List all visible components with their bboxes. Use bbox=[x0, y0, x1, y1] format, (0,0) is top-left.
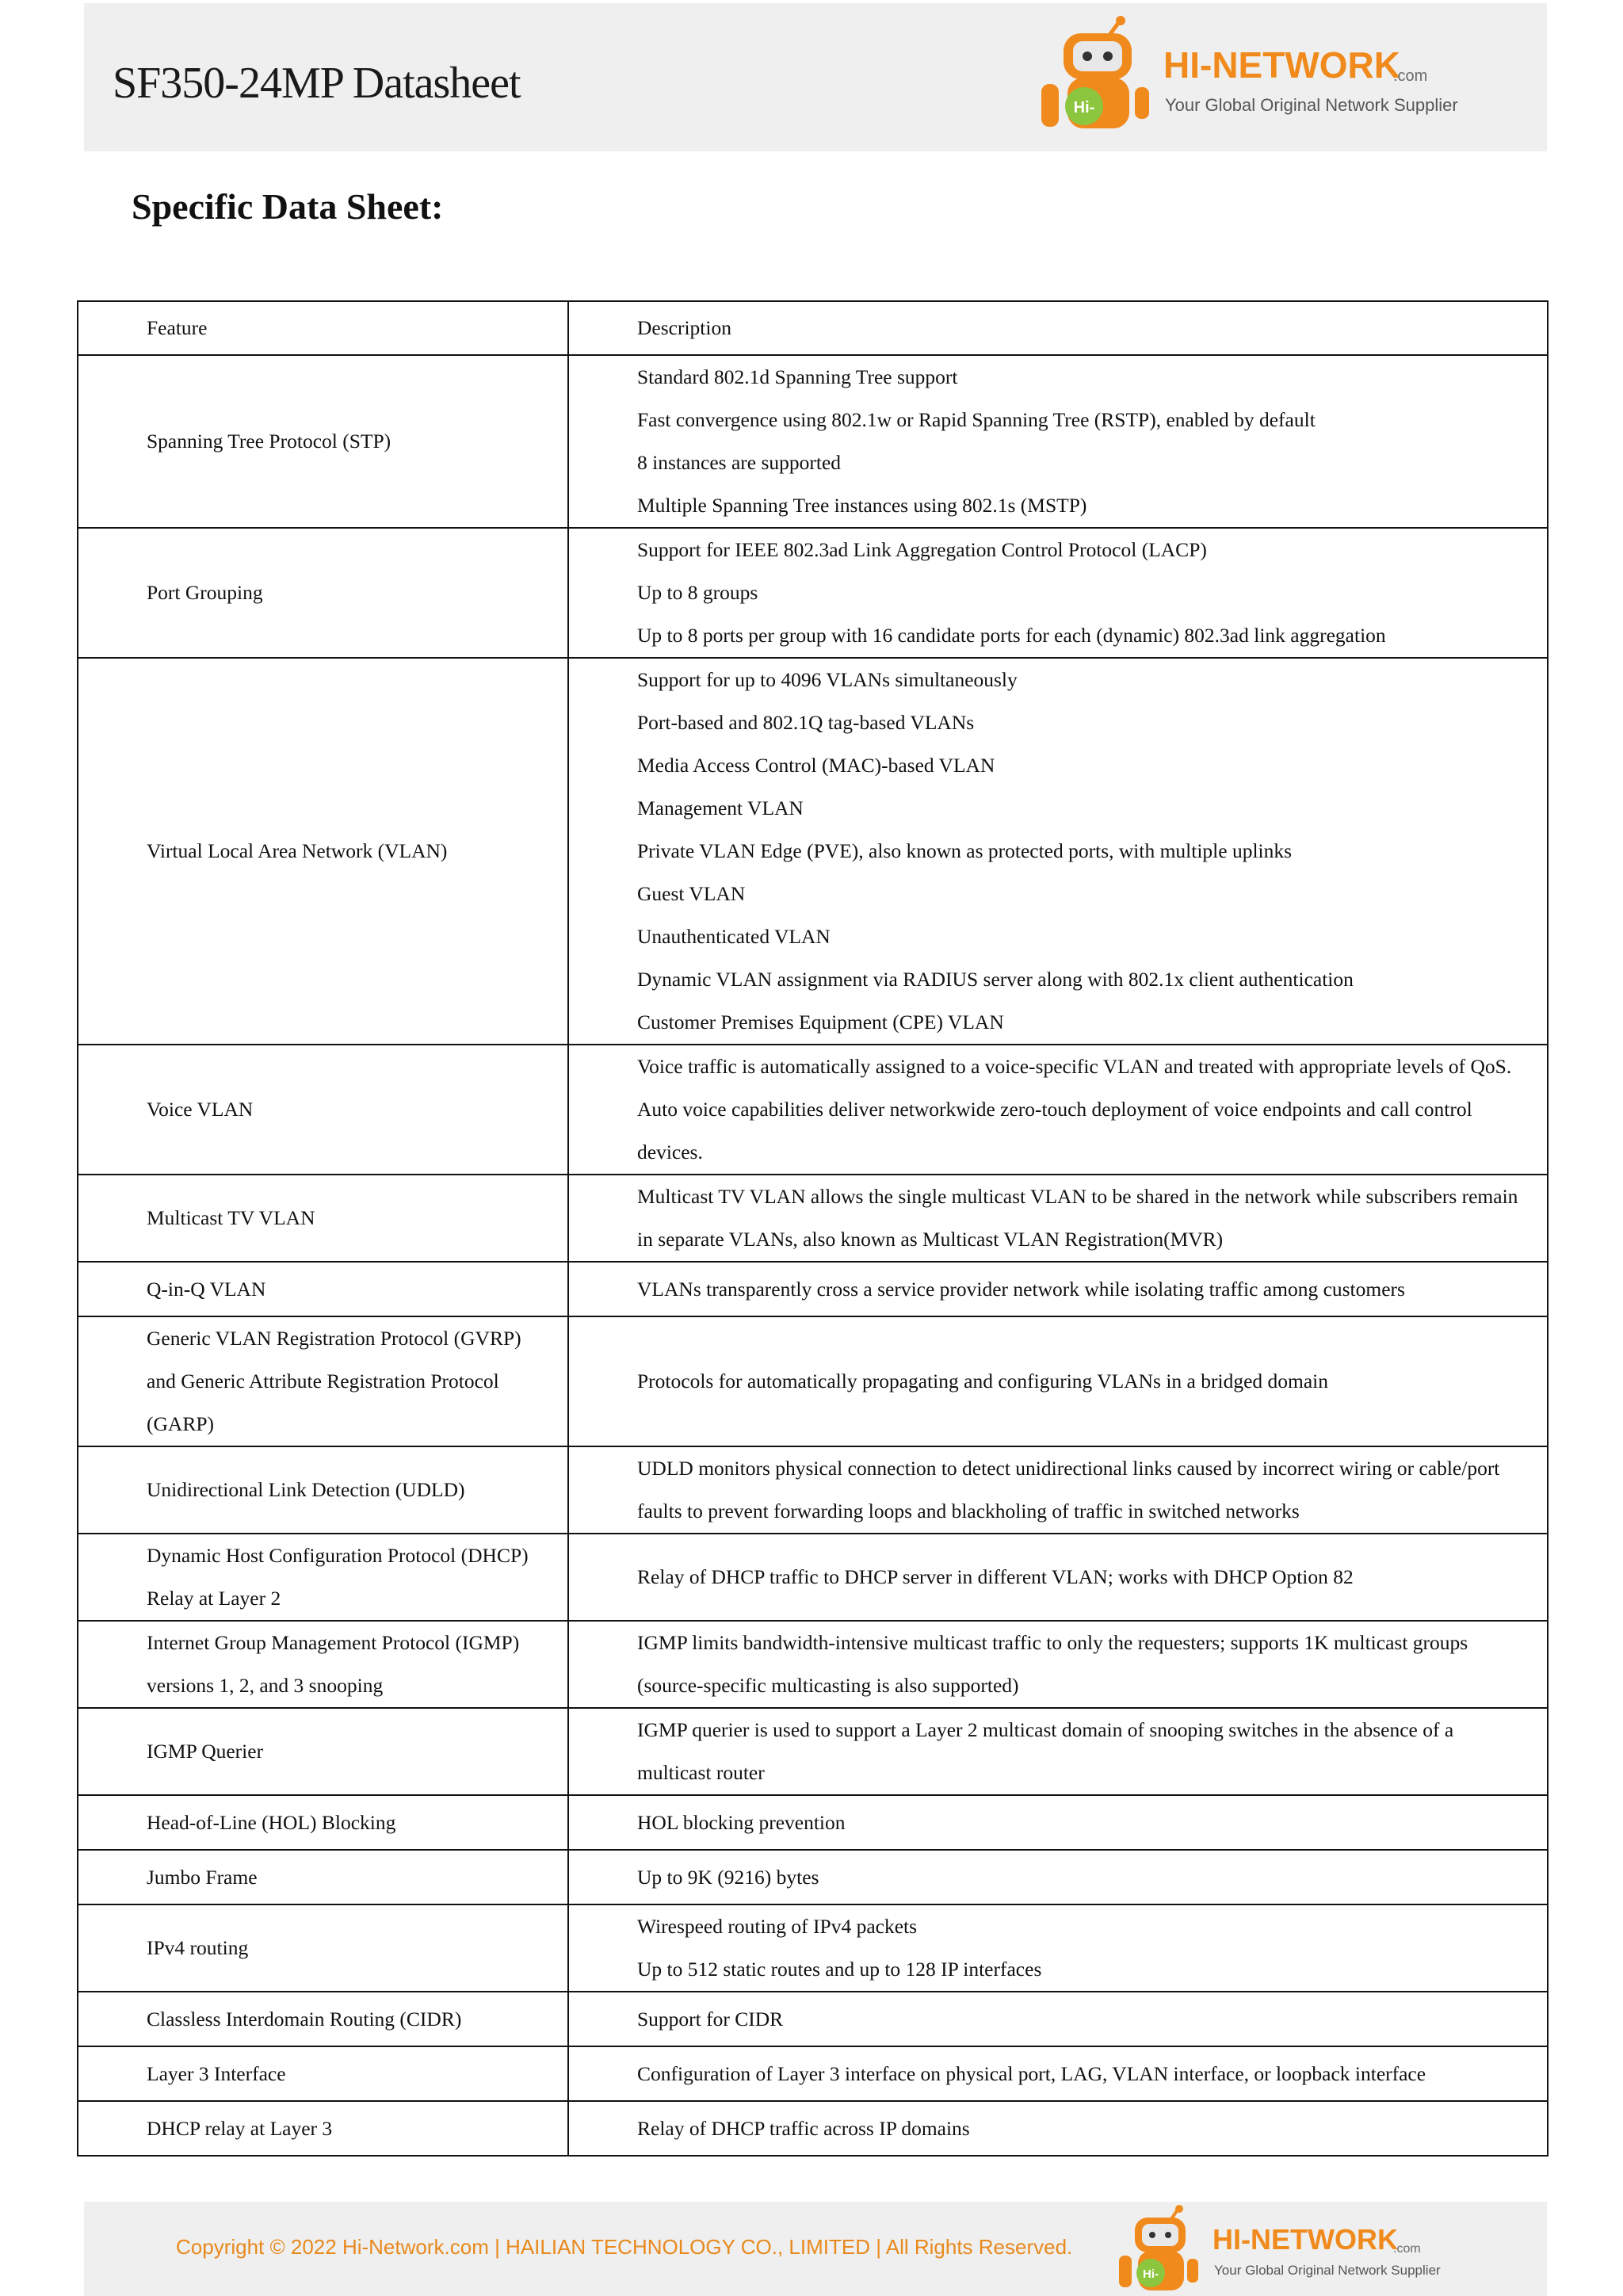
table-row bbox=[78, 1534, 1548, 1621]
description-line: Up to 512 static routes and up to 128 IP interfaces bbox=[637, 1958, 1042, 1981]
description-line: Unauthenticated VLAN bbox=[637, 925, 831, 948]
description-line: Media Access Control (MAC)-based VLAN bbox=[637, 754, 995, 777]
table-row bbox=[78, 1992, 1548, 2046]
table-header-row bbox=[78, 301, 1548, 355]
table-row bbox=[78, 1795, 1548, 1850]
footer-logo-brand: HI-NETWORK bbox=[1212, 2223, 1398, 2256]
feature-text: IPv4 routing bbox=[147, 1936, 249, 1959]
logo-suffix: .com bbox=[1393, 67, 1428, 85]
feature-cell bbox=[78, 528, 568, 658]
description-cell bbox=[568, 1045, 1548, 1175]
description-line: Auto voice capabilities deliver networkwide zero-touch deployment of voice endpoints and call control bbox=[637, 1098, 1472, 1121]
footer-logo-suffix: .com bbox=[1393, 2242, 1421, 2256]
feature-text: versions 1, 2, and 3 snooping bbox=[147, 1674, 384, 1697]
logo-brand: HI-NETWORK bbox=[1163, 44, 1400, 86]
feature-cell bbox=[78, 1850, 568, 1904]
feature-cell bbox=[78, 1175, 568, 1262]
description-line: IGMP querier is used to support a Layer 2 multicast domain of snooping switches in the absence of a bbox=[637, 1718, 1454, 1741]
description-line: (source-specific multicasting is also supported) bbox=[637, 1674, 1019, 1697]
feature-text: Layer 3 Interface bbox=[147, 2061, 286, 2085]
section-heading: Specific Data Sheet: bbox=[132, 186, 444, 227]
table-row bbox=[78, 2101, 1548, 2156]
description-line: Support for CIDR bbox=[637, 2007, 784, 2030]
feature-cell bbox=[78, 1045, 568, 1175]
feature-cell bbox=[78, 1904, 568, 1992]
document-title: SF350-24MP Datasheet bbox=[113, 59, 521, 108]
feature-text: Multicast TV VLAN bbox=[147, 1206, 315, 1229]
feature-text: Q-in-Q VLAN bbox=[147, 1277, 266, 1301]
description-line: Management VLAN bbox=[637, 797, 804, 819]
page-header bbox=[84, 3, 1547, 151]
description-cell bbox=[568, 2046, 1548, 2101]
feature-cell bbox=[78, 1446, 568, 1534]
table-row bbox=[78, 1262, 1548, 1316]
description-cell bbox=[568, 2101, 1548, 2156]
feature-text: Virtual Local Area Network (VLAN) bbox=[147, 839, 448, 862]
feature-text: Voice VLAN bbox=[147, 1098, 254, 1121]
description-line: devices. bbox=[637, 1140, 703, 1163]
feature-text: Relay at Layer 2 bbox=[147, 1587, 281, 1610]
description-line: Support for up to 4096 VLANs simultaneously bbox=[637, 668, 1018, 691]
description-cell bbox=[568, 1446, 1548, 1534]
feature-text: Spanning Tree Protocol (STP) bbox=[147, 430, 391, 453]
description-line: Protocols for automatically propagating and configuring VLANs in a bridged domain bbox=[637, 1370, 1329, 1392]
page-footer bbox=[84, 2202, 1547, 2296]
description-line: UDLD monitors physical connection to detect unidirectional links caused by incorrect wiring or cable/port bbox=[637, 1457, 1500, 1480]
hi-network-logo bbox=[1024, 11, 1579, 138]
table-row bbox=[78, 1045, 1548, 1175]
description-line: Port-based and 802.1Q tag-based VLANs bbox=[637, 711, 975, 734]
description-line: multicast router bbox=[637, 1761, 765, 1784]
description-line: Wirespeed routing of IPv4 packets bbox=[637, 1915, 918, 1938]
description-cell bbox=[568, 1316, 1548, 1446]
robot-mascot-icon bbox=[1119, 2205, 1198, 2290]
description-cell bbox=[568, 528, 1548, 658]
column-header-description: Description bbox=[568, 301, 1548, 355]
description-cell bbox=[568, 355, 1548, 528]
feature-cell bbox=[78, 1534, 568, 1621]
feature-cell bbox=[78, 1992, 568, 2046]
table-row bbox=[78, 1621, 1548, 1708]
description-line: Customer Premises Equipment (CPE) VLAN bbox=[637, 1010, 1004, 1033]
feature-text: Classless Interdomain Routing (CIDR) bbox=[147, 2007, 462, 2030]
feature-text: DHCP relay at Layer 3 bbox=[147, 2116, 333, 2140]
description-line: Support for IEEE 802.3ad Link Aggregation Control Protocol (LACP) bbox=[637, 538, 1207, 561]
table-row bbox=[78, 355, 1548, 528]
description-line: Relay of DHCP traffic across IP domains bbox=[637, 2116, 970, 2140]
logo-tagline: Your Global Original Network Supplier bbox=[1165, 95, 1458, 115]
table-row bbox=[78, 1708, 1548, 1795]
svg-text:Hi-: Hi- bbox=[1073, 99, 1095, 117]
feature-text: (GARP) bbox=[147, 1412, 215, 1435]
table-row bbox=[78, 2046, 1548, 2101]
description-line: Multicast TV VLAN allows the single multicast VLAN to be shared in the network while subscribers remain bbox=[637, 1185, 1518, 1208]
description-cell bbox=[568, 1621, 1548, 1708]
description-cell bbox=[568, 658, 1548, 1045]
description-line: Guest VLAN bbox=[637, 882, 746, 905]
description-line: Up to 8 ports per group with 16 candidate ports for each (dynamic) 802.3ad link aggregation bbox=[637, 624, 1386, 647]
description-line: IGMP limits bandwidth-intensive multicast traffic to only the requesters; supports 1K multicast groups bbox=[637, 1631, 1468, 1654]
feature-cell bbox=[78, 658, 568, 1045]
robot-mascot-icon bbox=[1041, 16, 1149, 128]
feature-cell bbox=[78, 2046, 568, 2101]
description-cell bbox=[568, 1175, 1548, 1262]
description-line: faults to prevent forwarding loops and blackholing of traffic in switched networks bbox=[637, 1499, 1300, 1522]
table-row bbox=[78, 658, 1548, 1045]
description-line: Standard 802.1d Spanning Tree support bbox=[637, 365, 958, 388]
description-line: Configuration of Layer 3 interface on physical port, LAG, VLAN interface, or loopback interface bbox=[637, 2061, 1426, 2085]
feature-text: Jumbo Frame bbox=[147, 1865, 258, 1889]
description-line: Fast convergence using 802.1w or Rapid Spanning Tree (RSTP), enabled by default bbox=[637, 408, 1316, 431]
table-row bbox=[78, 1316, 1548, 1446]
description-line: 8 instances are supported bbox=[637, 451, 842, 474]
table-row bbox=[78, 1175, 1548, 1262]
svg-text:Hi-: Hi- bbox=[1143, 2267, 1159, 2281]
table-row bbox=[78, 1850, 1548, 1904]
feature-text: Dynamic Host Configuration Protocol (DHCP) bbox=[147, 1544, 529, 1567]
feature-text: and Generic Attribute Registration Protocol bbox=[147, 1370, 499, 1392]
feature-text: Head-of-Line (HOL) Blocking bbox=[147, 1810, 396, 1834]
description-line: Up to 9K (9216) bytes bbox=[637, 1865, 819, 1889]
description-cell bbox=[568, 1262, 1548, 1316]
description-cell bbox=[568, 1708, 1548, 1795]
hi-network-footer-logo bbox=[1106, 2203, 1518, 2295]
description-cell bbox=[568, 1850, 1548, 1904]
feature-text: IGMP Querier bbox=[147, 1740, 264, 1763]
feature-cell bbox=[78, 1708, 568, 1795]
description-line: Private VLAN Edge (PVE), also known as protected ports, with multiple uplinks bbox=[637, 839, 1293, 862]
feature-text: Internet Group Management Protocol (IGMP) bbox=[147, 1631, 520, 1654]
feature-text: Port Grouping bbox=[147, 581, 263, 604]
description-line: HOL blocking prevention bbox=[637, 1810, 846, 1834]
feature-cell bbox=[78, 1316, 568, 1446]
copyright-text: Copyright © 2022 Hi-Network.com | HAILIAN TECHNOLOGY CO., LIMITED | All Rights Reserved. bbox=[176, 2235, 1073, 2259]
footer-logo-tagline: Your Global Original Network Supplier bbox=[1214, 2263, 1441, 2278]
description-line: in separate VLANs, also known as Multicast VLAN Registration(MVR) bbox=[637, 1228, 1224, 1251]
feature-cell bbox=[78, 2101, 568, 2156]
description-line: Voice traffic is automatically assigned to a voice-specific VLAN and treated with appropriate levels of QoS. bbox=[637, 1055, 1512, 1078]
feature-cell bbox=[78, 1262, 568, 1316]
table-row bbox=[78, 1904, 1548, 1992]
table-row bbox=[78, 1446, 1548, 1534]
description-line: VLANs transparently cross a service provider network while isolating traffic among customers bbox=[637, 1277, 1405, 1301]
description-cell bbox=[568, 1534, 1548, 1621]
description-line: Up to 8 groups bbox=[637, 581, 758, 604]
table-row bbox=[78, 528, 1548, 658]
feature-cell bbox=[78, 355, 568, 528]
description-line: Relay of DHCP traffic to DHCP server in different VLAN; works with DHCP Option 82 bbox=[637, 1565, 1354, 1588]
column-header-feature: Feature bbox=[78, 301, 568, 355]
description-line: Multiple Spanning Tree instances using 802.1s (MSTP) bbox=[637, 494, 1087, 517]
description-line: Dynamic VLAN assignment via RADIUS server along with 802.1x client authentication bbox=[637, 968, 1354, 991]
feature-text: Unidirectional Link Detection (UDLD) bbox=[147, 1478, 465, 1501]
description-cell bbox=[568, 1992, 1548, 2046]
feature-cell bbox=[78, 1795, 568, 1850]
description-cell bbox=[568, 1904, 1548, 1992]
feature-text: Generic VLAN Registration Protocol (GVRP) bbox=[147, 1327, 521, 1350]
spec-table bbox=[77, 300, 1549, 2157]
feature-cell bbox=[78, 1621, 568, 1708]
description-cell bbox=[568, 1795, 1548, 1850]
